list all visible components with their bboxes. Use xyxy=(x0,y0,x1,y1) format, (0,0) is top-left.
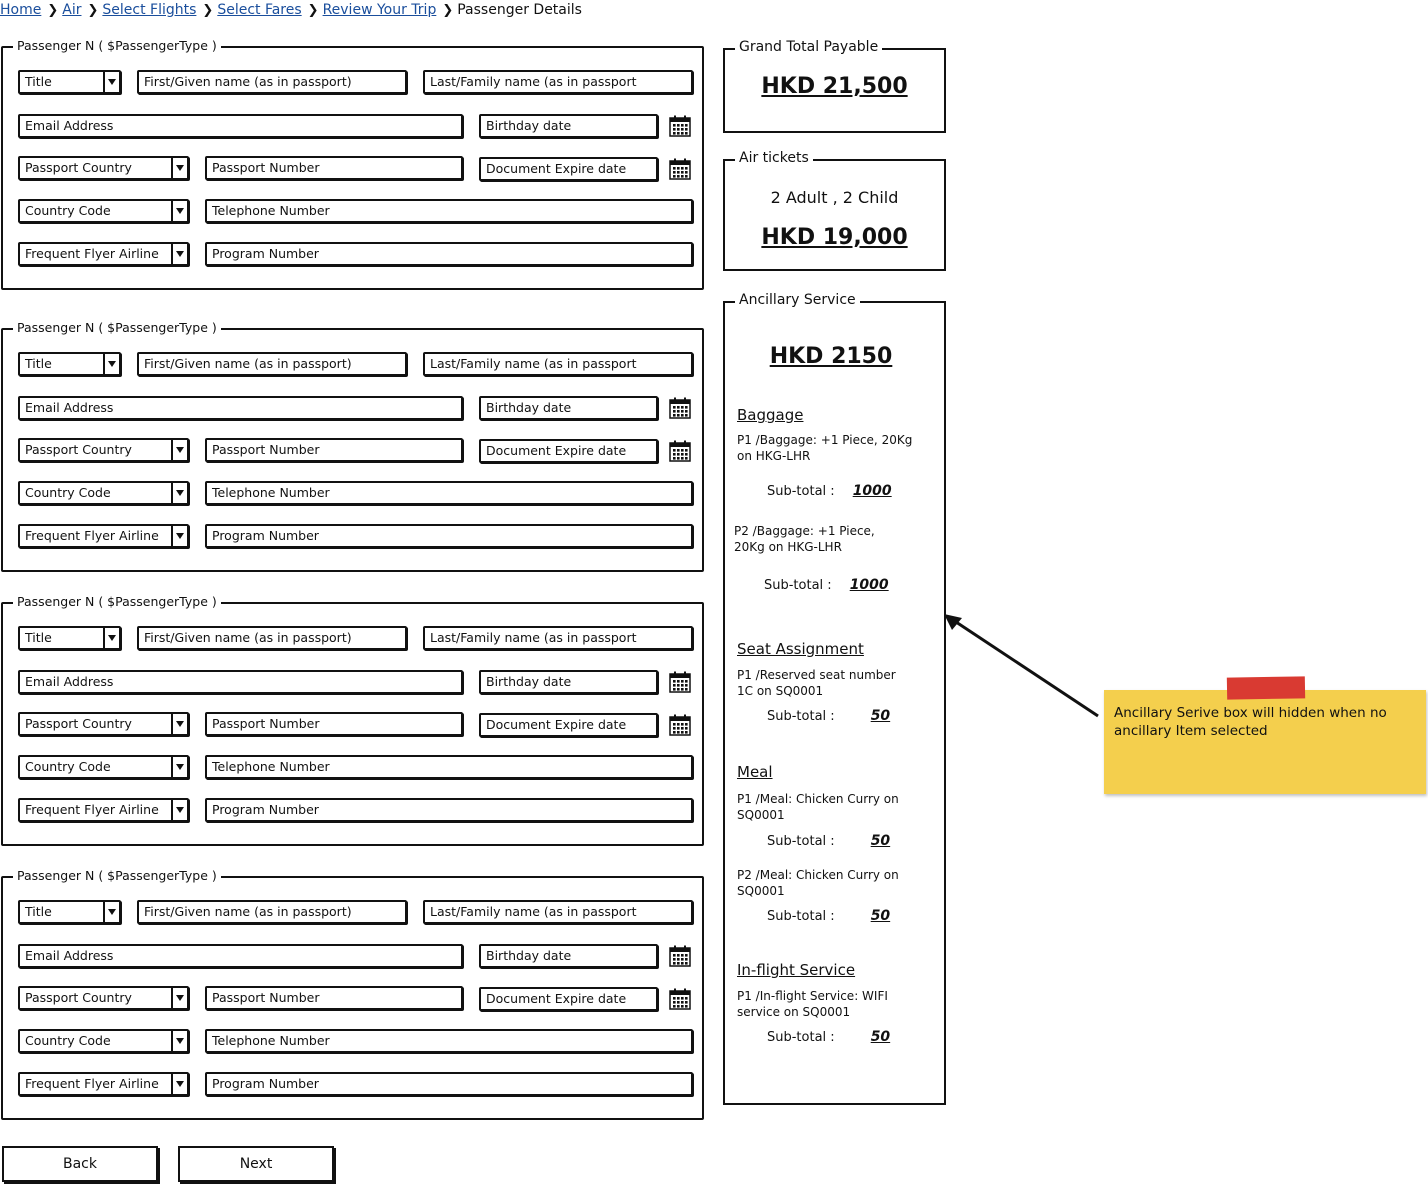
title-select-placeholder: Title xyxy=(25,74,52,89)
birthday-field[interactable] xyxy=(479,114,658,138)
telephone-field[interactable] xyxy=(205,755,693,779)
last-name-field[interactable] xyxy=(423,352,693,376)
air-tickets-amount: HKD 19,000 xyxy=(761,225,908,250)
email-field[interactable] xyxy=(18,114,463,138)
chevron-down-icon[interactable] xyxy=(171,526,187,546)
telephone-field[interactable] xyxy=(205,199,693,223)
calendar-icon[interactable] xyxy=(669,671,691,693)
meal-title: Meal xyxy=(737,763,773,781)
email-field-placeholder: Email Address xyxy=(25,948,114,963)
frequent-flyer-airline-select[interactable] xyxy=(18,1072,189,1096)
baggage-item-1-subtotal xyxy=(767,483,892,499)
back-button[interactable]: Back xyxy=(2,1146,158,1182)
frequent-flyer-airline-select[interactable] xyxy=(18,798,189,822)
inflight-title: In-flight Service xyxy=(737,961,856,979)
chevron-down-icon[interactable] xyxy=(171,483,187,503)
passport-country-select[interactable] xyxy=(18,712,189,736)
passenger-panel-2 xyxy=(1,320,704,572)
country-code-select[interactable] xyxy=(18,1029,189,1053)
passport-number-field[interactable] xyxy=(205,712,463,736)
annotation-arrow xyxy=(940,610,1110,730)
last-name-field[interactable] xyxy=(423,626,693,650)
passport-country-select[interactable] xyxy=(18,438,189,462)
passenger-panel-1 xyxy=(1,38,704,290)
chevron-down-icon[interactable] xyxy=(103,354,119,374)
program-number-field[interactable] xyxy=(205,1072,693,1096)
program-number-field-placeholder: Program Number xyxy=(212,1076,319,1091)
title-select[interactable] xyxy=(18,626,121,650)
frequent-flyer-airline-select-placeholder: Frequent Flyer Airline xyxy=(25,246,159,261)
email-field-placeholder: Email Address xyxy=(25,400,114,415)
chevron-down-icon[interactable] xyxy=(171,440,187,460)
subtotal-label: Sub-total : xyxy=(764,578,832,593)
document-expire-field-placeholder: Document Expire date xyxy=(486,717,627,732)
program-number-field[interactable] xyxy=(205,524,693,548)
last-name-field[interactable] xyxy=(423,900,693,924)
first-name-field[interactable] xyxy=(137,352,407,376)
passport-country-select-placeholder: Passport Country xyxy=(25,160,132,175)
passport-country-select-placeholder: Passport Country xyxy=(25,716,132,731)
email-field-placeholder: Email Address xyxy=(25,118,114,133)
subtotal-value: 50 xyxy=(870,908,891,924)
chevron-down-icon[interactable] xyxy=(171,714,187,734)
subtotal-label: Sub-total : xyxy=(767,909,835,924)
birthday-field[interactable] xyxy=(479,670,658,694)
title-select[interactable] xyxy=(18,352,121,376)
country-code-select[interactable] xyxy=(18,755,189,779)
calendar-icon[interactable] xyxy=(669,988,691,1010)
grand-total-legend: Grand Total Payable xyxy=(735,39,882,55)
chevron-down-icon[interactable] xyxy=(171,800,187,820)
subtotal-label: Sub-total : xyxy=(767,484,835,499)
frequent-flyer-airline-select-placeholder: Frequent Flyer Airline xyxy=(25,802,159,817)
birthday-field-placeholder: Birthday date xyxy=(486,118,572,133)
birthday-field-placeholder: Birthday date xyxy=(486,674,572,689)
breadcrumb-review-trip[interactable]: Review Your Trip xyxy=(322,2,437,18)
title-select[interactable] xyxy=(18,70,121,94)
subtotal-value: 50 xyxy=(870,833,891,849)
ancillary-box xyxy=(723,292,946,1105)
country-code-select[interactable] xyxy=(18,199,189,223)
passenger-legend: Passenger N ( $PassengerType ) xyxy=(13,594,221,609)
baggage-item-2-desc: P2 /Baggage: +1 Piece, 20Kg on HKG-LHR xyxy=(734,524,875,554)
passport-number-field[interactable] xyxy=(205,986,463,1010)
last-name-field-placeholder: Last/Family name (as in passport xyxy=(430,904,637,919)
frequent-flyer-airline-select[interactable] xyxy=(18,524,189,548)
document-expire-field-placeholder: Document Expire date xyxy=(486,161,627,176)
seat-item-1-desc: P1 /Reserved seat number 1C on SQ0001 xyxy=(737,668,896,698)
calendar-icon[interactable] xyxy=(669,158,691,180)
country-code-select-placeholder: Country Code xyxy=(25,203,111,218)
passport-number-field-placeholder: Passport Number xyxy=(212,990,320,1005)
passenger-panel-3 xyxy=(1,594,704,846)
country-code-select-placeholder: Country Code xyxy=(25,485,111,500)
country-code-select[interactable] xyxy=(18,481,189,505)
next-button[interactable]: Next xyxy=(178,1146,334,1182)
title-select[interactable] xyxy=(18,900,121,924)
subtotal-value: 50 xyxy=(870,708,891,724)
air-tickets-box xyxy=(723,150,946,271)
passport-number-field[interactable] xyxy=(205,438,463,462)
meal-item-2-desc: P2 /Meal: Chicken Curry on SQ0001 xyxy=(737,868,899,898)
breadcrumb-air[interactable]: Air xyxy=(62,2,82,18)
calendar-icon[interactable] xyxy=(669,115,691,137)
chevron-down-icon[interactable] xyxy=(171,1074,187,1094)
ancillary-amount: HKD 2150 xyxy=(769,344,893,369)
birthday-field-placeholder: Birthday date xyxy=(486,948,572,963)
frequent-flyer-airline-select-placeholder: Frequent Flyer Airline xyxy=(25,528,159,543)
passenger-legend: Passenger N ( $PassengerType ) xyxy=(13,38,221,53)
calendar-icon[interactable] xyxy=(669,397,691,419)
telephone-field-placeholder: Telephone Number xyxy=(212,485,330,500)
chevron-down-icon[interactable] xyxy=(171,158,187,178)
first-name-field[interactable] xyxy=(137,900,407,924)
baggage-item-1-desc: P1 /Baggage: +1 Piece, 20Kg on HKG-LHR xyxy=(737,433,913,463)
breadcrumb-select-flights[interactable]: Select Flights xyxy=(102,2,197,18)
chevron-right-icon: ❯ xyxy=(87,3,99,18)
chevron-down-icon[interactable] xyxy=(103,628,119,648)
breadcrumb-current: Passenger Details xyxy=(457,2,582,18)
calendar-icon[interactable] xyxy=(669,714,691,736)
email-field[interactable] xyxy=(18,670,463,694)
email-field-placeholder: Email Address xyxy=(25,674,114,689)
passport-number-field-placeholder: Passport Number xyxy=(212,442,320,457)
country-code-select-placeholder: Country Code xyxy=(25,1033,111,1048)
meal-item-1-desc: P1 /Meal: Chicken Curry on SQ0001 xyxy=(737,792,899,822)
document-expire-field[interactable] xyxy=(479,439,658,463)
telephone-field-placeholder: Telephone Number xyxy=(212,759,330,774)
first-name-field-placeholder: First/Given name (as in passport) xyxy=(144,630,352,645)
last-name-field[interactable] xyxy=(423,70,693,94)
annotation-note: Ancillary Serive box will hidden when no ancillary Item selected xyxy=(1104,690,1426,794)
passport-country-select[interactable] xyxy=(18,156,189,180)
air-tickets-pax: 2 Adult , 2 Child xyxy=(770,188,899,207)
passenger-legend: Passenger N ( $PassengerType ) xyxy=(13,868,221,883)
chevron-right-icon: ❯ xyxy=(202,3,214,18)
subtotal-value: 1000 xyxy=(852,483,892,499)
last-name-field-placeholder: Last/Family name (as in passport xyxy=(430,630,637,645)
breadcrumb-home[interactable]: Home xyxy=(0,2,42,18)
passport-country-select[interactable] xyxy=(18,986,189,1010)
first-name-field-placeholder: First/Given name (as in passport) xyxy=(144,74,352,89)
frequent-flyer-airline-select[interactable] xyxy=(18,242,189,266)
baggage-item-2-subtotal xyxy=(764,577,889,593)
ancillary-legend: Ancillary Service xyxy=(735,292,860,308)
passport-number-field-placeholder: Passport Number xyxy=(212,716,320,731)
program-number-field-placeholder: Program Number xyxy=(212,246,319,261)
document-expire-field-placeholder: Document Expire date xyxy=(486,443,627,458)
birthday-field-placeholder: Birthday date xyxy=(486,400,572,415)
program-number-field[interactable] xyxy=(205,798,693,822)
passport-number-field[interactable] xyxy=(205,156,463,180)
country-code-select-placeholder: Country Code xyxy=(25,759,111,774)
passenger-panel-4 xyxy=(1,868,704,1120)
frequent-flyer-airline-select-placeholder: Frequent Flyer Airline xyxy=(25,1076,159,1091)
inflight-item-1-subtotal xyxy=(767,1029,890,1045)
seat-item-1-subtotal xyxy=(767,708,890,724)
inflight-item-1-desc: P1 /In-flight Service: WIFI service on SQ0001 xyxy=(737,989,888,1019)
air-tickets-legend: Air tickets xyxy=(735,150,813,166)
birthday-field[interactable] xyxy=(479,944,658,968)
document-expire-field[interactable] xyxy=(479,157,658,181)
passport-country-select-placeholder: Passport Country xyxy=(25,442,132,457)
document-expire-field-placeholder: Document Expire date xyxy=(486,991,627,1006)
title-select-placeholder: Title xyxy=(25,630,52,645)
chevron-down-icon[interactable] xyxy=(103,902,119,922)
note-tape xyxy=(1227,676,1305,699)
chevron-right-icon: ❯ xyxy=(442,3,454,18)
telephone-field[interactable] xyxy=(205,481,693,505)
chevron-right-icon: ❯ xyxy=(47,3,59,18)
email-field[interactable] xyxy=(18,944,463,968)
chevron-right-icon: ❯ xyxy=(307,3,319,18)
telephone-field[interactable] xyxy=(205,1029,693,1053)
telephone-field-placeholder: Telephone Number xyxy=(212,203,330,218)
first-name-field-placeholder: First/Given name (as in passport) xyxy=(144,356,352,371)
calendar-icon[interactable] xyxy=(669,440,691,462)
meal-item-2-subtotal xyxy=(767,908,890,924)
subtotal-value: 50 xyxy=(870,1029,891,1045)
baggage-title: Baggage xyxy=(737,406,804,424)
chevron-down-icon[interactable] xyxy=(171,1031,187,1051)
subtotal-value: 1000 xyxy=(849,577,889,593)
passport-number-field-placeholder: Passport Number xyxy=(212,160,320,175)
subtotal-label: Sub-total : xyxy=(767,709,835,724)
chevron-down-icon[interactable] xyxy=(171,201,187,221)
title-select-placeholder: Title xyxy=(25,904,52,919)
breadcrumb-select-fares[interactable]: Select Fares xyxy=(217,2,302,18)
chevron-down-icon[interactable] xyxy=(171,757,187,777)
first-name-field[interactable] xyxy=(137,70,407,94)
calendar-icon[interactable] xyxy=(669,945,691,967)
breadcrumb xyxy=(0,2,582,18)
grand-total-amount: HKD 21,500 xyxy=(761,74,908,99)
last-name-field-placeholder: Last/Family name (as in passport xyxy=(430,74,637,89)
email-field[interactable] xyxy=(18,396,463,420)
program-number-field[interactable] xyxy=(205,242,693,266)
passport-country-select-placeholder: Passport Country xyxy=(25,990,132,1005)
program-number-field-placeholder: Program Number xyxy=(212,802,319,817)
grand-total-box xyxy=(723,39,946,133)
telephone-field-placeholder: Telephone Number xyxy=(212,1033,330,1048)
subtotal-label: Sub-total : xyxy=(767,834,835,849)
chevron-down-icon[interactable] xyxy=(103,72,119,92)
document-expire-field[interactable] xyxy=(479,987,658,1011)
seat-title: Seat Assignment xyxy=(737,640,864,658)
passenger-legend: Passenger N ( $PassengerType ) xyxy=(13,320,221,335)
birthday-field[interactable] xyxy=(479,396,658,420)
first-name-field[interactable] xyxy=(137,626,407,650)
title-select-placeholder: Title xyxy=(25,356,52,371)
last-name-field-placeholder: Last/Family name (as in passport xyxy=(430,356,637,371)
program-number-field-placeholder: Program Number xyxy=(212,528,319,543)
subtotal-label: Sub-total : xyxy=(767,1030,835,1045)
first-name-field-placeholder: First/Given name (as in passport) xyxy=(144,904,352,919)
chevron-down-icon[interactable] xyxy=(171,988,187,1008)
document-expire-field[interactable] xyxy=(479,713,658,737)
chevron-down-icon[interactable] xyxy=(171,244,187,264)
meal-item-1-subtotal xyxy=(767,833,890,849)
